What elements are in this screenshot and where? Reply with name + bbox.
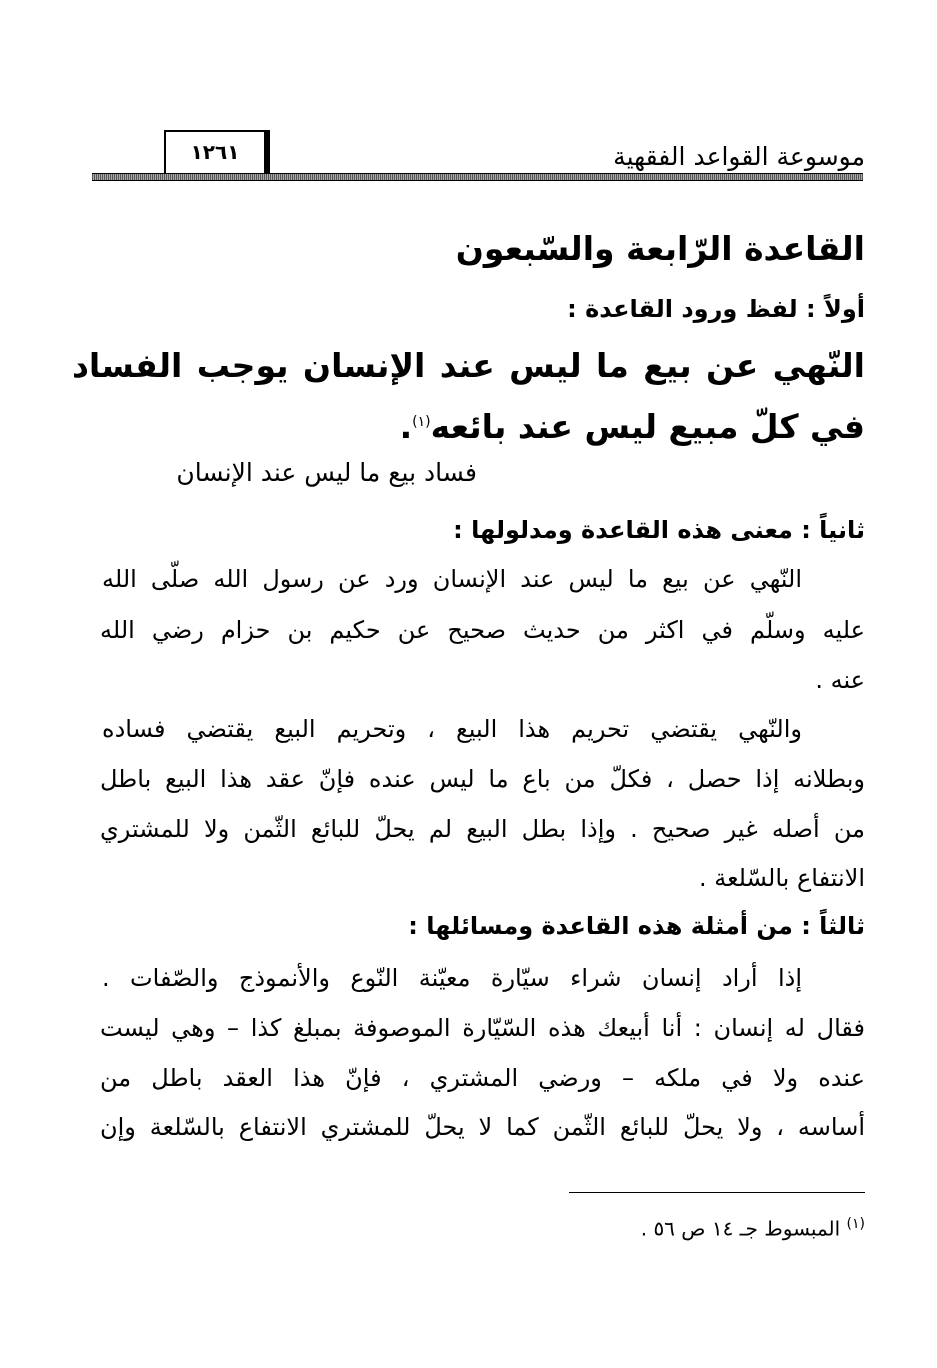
section3-p1-line4: أساسه ، ولا يحلّ للبائع الثّمن كما لا يحلّ للمشتري الانتفاع بالسّلعة وإن (100, 1113, 865, 1141)
section3-heading: ثالثاً : من أمثلة هذه القاعدة ومسائلها : (408, 912, 865, 940)
section1-heading: أولاً : لفظ ورود القاعدة : (567, 295, 865, 323)
footnote-reference: (١) (412, 414, 431, 430)
rule-text-end: . (399, 407, 413, 446)
section3-p1-line2: فقال له إنسان : أنا أبيعك هذه السّيّارة الموصوفة بمبلغ كذا – وهي ليست (100, 1014, 865, 1042)
rule-text-line2-body: في كلّ مبيع ليس عند بائعه (430, 407, 865, 446)
footnote-text: المبسوط جـ ١٤ ص ٥٦ . (640, 1216, 841, 1241)
running-title: موسوعة القواعد الفقهية (613, 142, 865, 171)
footnote (641, 1210, 865, 1243)
section2-p2-line3: من أصله غير صحيح . وإذا بطل البيع لم يحلّ للبائع الثّمن ولا للمشتري (100, 815, 865, 843)
section2-p1-line3: عنه . (815, 666, 865, 694)
rule-title: القاعدة الرّابعة والسّبعون (455, 229, 865, 268)
section2-p2-line4: الانتفاع بالسّلعة . (698, 864, 865, 892)
footnote-marker: (١) (846, 1216, 865, 1232)
section2-p1-line2: عليه وسلّم في اكثر من حديث صحيح عن حكيم بن حزام رضي الله (100, 616, 865, 644)
rule-text-line1: النّهي عن بيع ما ليس عند الإنسان يوجب الفساد (72, 346, 865, 385)
page-number: ١٢٦١ (164, 130, 270, 176)
section3-p1-line1: إذا أراد إنسان شراء سيّارة معيّنة النّوع والأنموذج والصّفات . (102, 964, 802, 992)
rule-text-line2 (400, 398, 865, 451)
alt-wording: فساد بيع ما ليس عند الإنسان (176, 458, 477, 487)
footnote-separator (569, 1192, 865, 1193)
section2-p1-line1: النّهي عن بيع ما ليس عند الإنسان ورد عن رسول الله صلّى الله (102, 565, 802, 593)
section2-heading: ثانياً : معنى هذه القاعدة ومدلولها : (453, 516, 865, 544)
section2-p2-line1: والنّهي يقتضي تحريم هذا البيع ، وتحريم البيع يقتضي فساده (102, 715, 802, 743)
section2-p2-line2: وبطلانه إذا حصل ، فكلّ من باع ما ليس عنده فإنّ عقد هذا البيع باطل (100, 765, 865, 793)
section3-p1-line3: عنده ولا في ملكه – ورضي المشتري ، فإنّ هذا العقد باطل من (100, 1064, 865, 1092)
header-rule (92, 173, 863, 181)
